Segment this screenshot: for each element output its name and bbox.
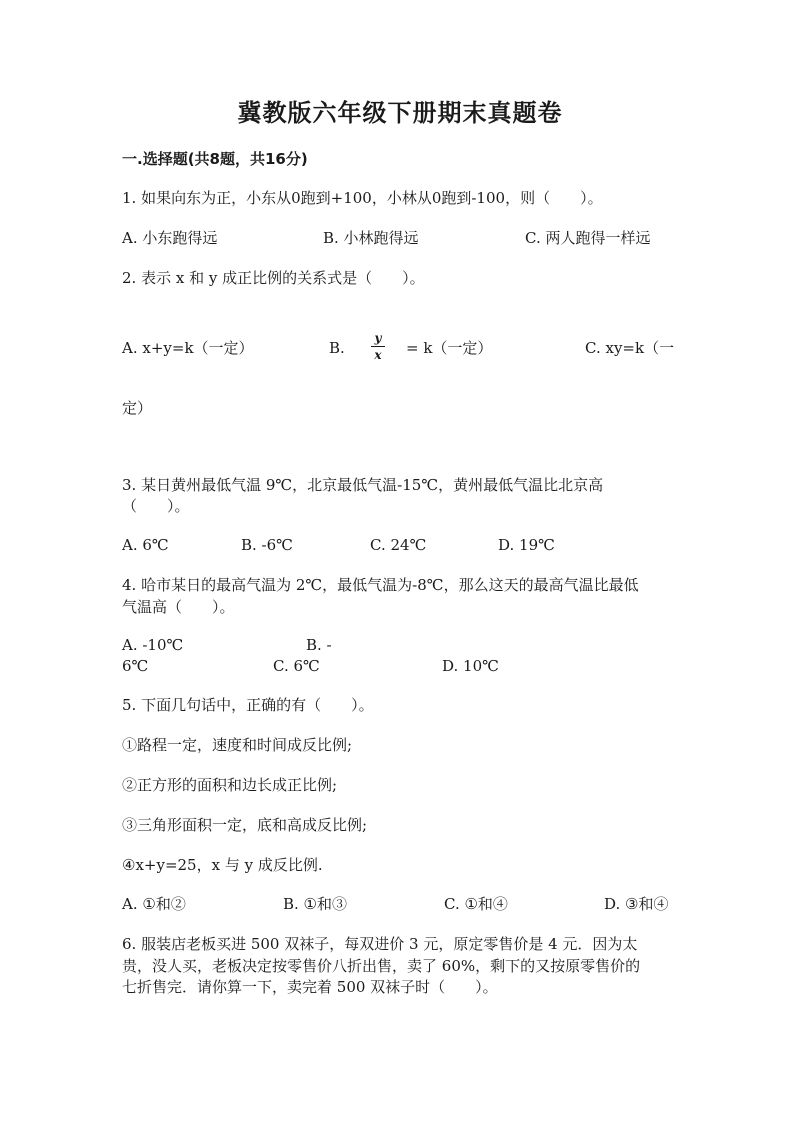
question-2-fraction: [371, 331, 385, 362]
question-3-option-c: C. 24℃: [370, 536, 427, 554]
question-2-option-b-equation: = k（一定）: [406, 339, 493, 357]
question-5-stem: 5. 下面几句话中，正确的有（ ）。: [122, 696, 374, 714]
question-3-option-a: A. 6℃: [122, 536, 169, 554]
question-2-option-a: A. x+y=k（一定）: [122, 339, 254, 357]
question-5-option-b: B. ①和③: [283, 895, 348, 913]
question-5-statement-4: ④x+y=25，x 与 y 成反比例.: [122, 856, 323, 874]
question-1-option-c: C. 两人跑得一样远: [525, 229, 651, 247]
section-heading: 一.选择题(共8题，共16分): [122, 150, 308, 168]
question-5-option-a: A. ①和②: [122, 895, 186, 913]
question-4-stem-line-2: 气温高（ ）。: [122, 598, 235, 616]
question-4-option-a: A. -10℃: [122, 636, 184, 654]
question-6-stem-line-2: 贵，没人买，老板决定按零售价八折出售，卖了 60%，剩下的又按原零售价的: [122, 957, 641, 975]
question-1-stem: 1. 如果向东为正，小东从0跑到+100，小林从0跑到-100，则（ ）。: [122, 189, 603, 207]
question-4-option-c: C. 6℃: [273, 657, 320, 675]
question-2-option-b-label: B.: [329, 339, 345, 357]
question-4-option-d: D. 10℃: [442, 657, 499, 675]
question-5-option-c: C. ①和④: [444, 895, 508, 913]
fraction-denominator: x: [374, 348, 382, 362]
question-5-statement-2: ②正方形的面积和边长成正比例;: [122, 776, 338, 794]
page-title: 冀教版六年级下册期末真题卷: [237, 99, 563, 127]
question-2-stem: 2. 表示 x 和 y 成正比例的关系式是（ ）。: [122, 269, 425, 287]
question-5-statement-1: ①路程一定，速度和时间成反比例;: [122, 736, 353, 754]
question-2-option-c-continued: 定）: [122, 399, 153, 417]
question-5-statement-3: ③三角形面积一定，底和高成反比例;: [122, 816, 368, 834]
question-1-option-a: A. 小东跑得远: [122, 229, 218, 247]
question-3-stem-line-2: （ ）。: [122, 497, 190, 515]
question-2-option-c: C. xy=k（一: [585, 339, 675, 357]
question-3-option-d: D. 19℃: [498, 536, 555, 554]
question-4-option-b: B. -: [306, 636, 332, 654]
question-3-option-b: B. -6℃: [241, 536, 293, 554]
question-3-stem-line-1: 3. 某日黄州最低气温 9℃，北京最低气温-15℃，黄州最低气温比北京高: [122, 476, 604, 494]
fraction-numerator: y: [371, 331, 385, 347]
question-5-option-d: D. ③和④: [604, 895, 669, 913]
question-6-stem-line-3: 七折售完．请你算一下，卖完着 500 双袜子时（ ）。: [122, 978, 498, 996]
question-4-option-b-continued: 6℃: [122, 657, 149, 675]
question-1-option-b: B. 小林跑得远: [323, 229, 419, 247]
question-4-stem-line-1: 4. 哈市某日的最高气温为 2℃，最低气温为-8℃，那么这天的最高气温比最低: [122, 576, 639, 594]
question-6-stem-line-1: 6. 服装店老板买进 500 双袜子，每双进价 3 元，原定零售价是 4 元．因为太: [122, 935, 638, 953]
